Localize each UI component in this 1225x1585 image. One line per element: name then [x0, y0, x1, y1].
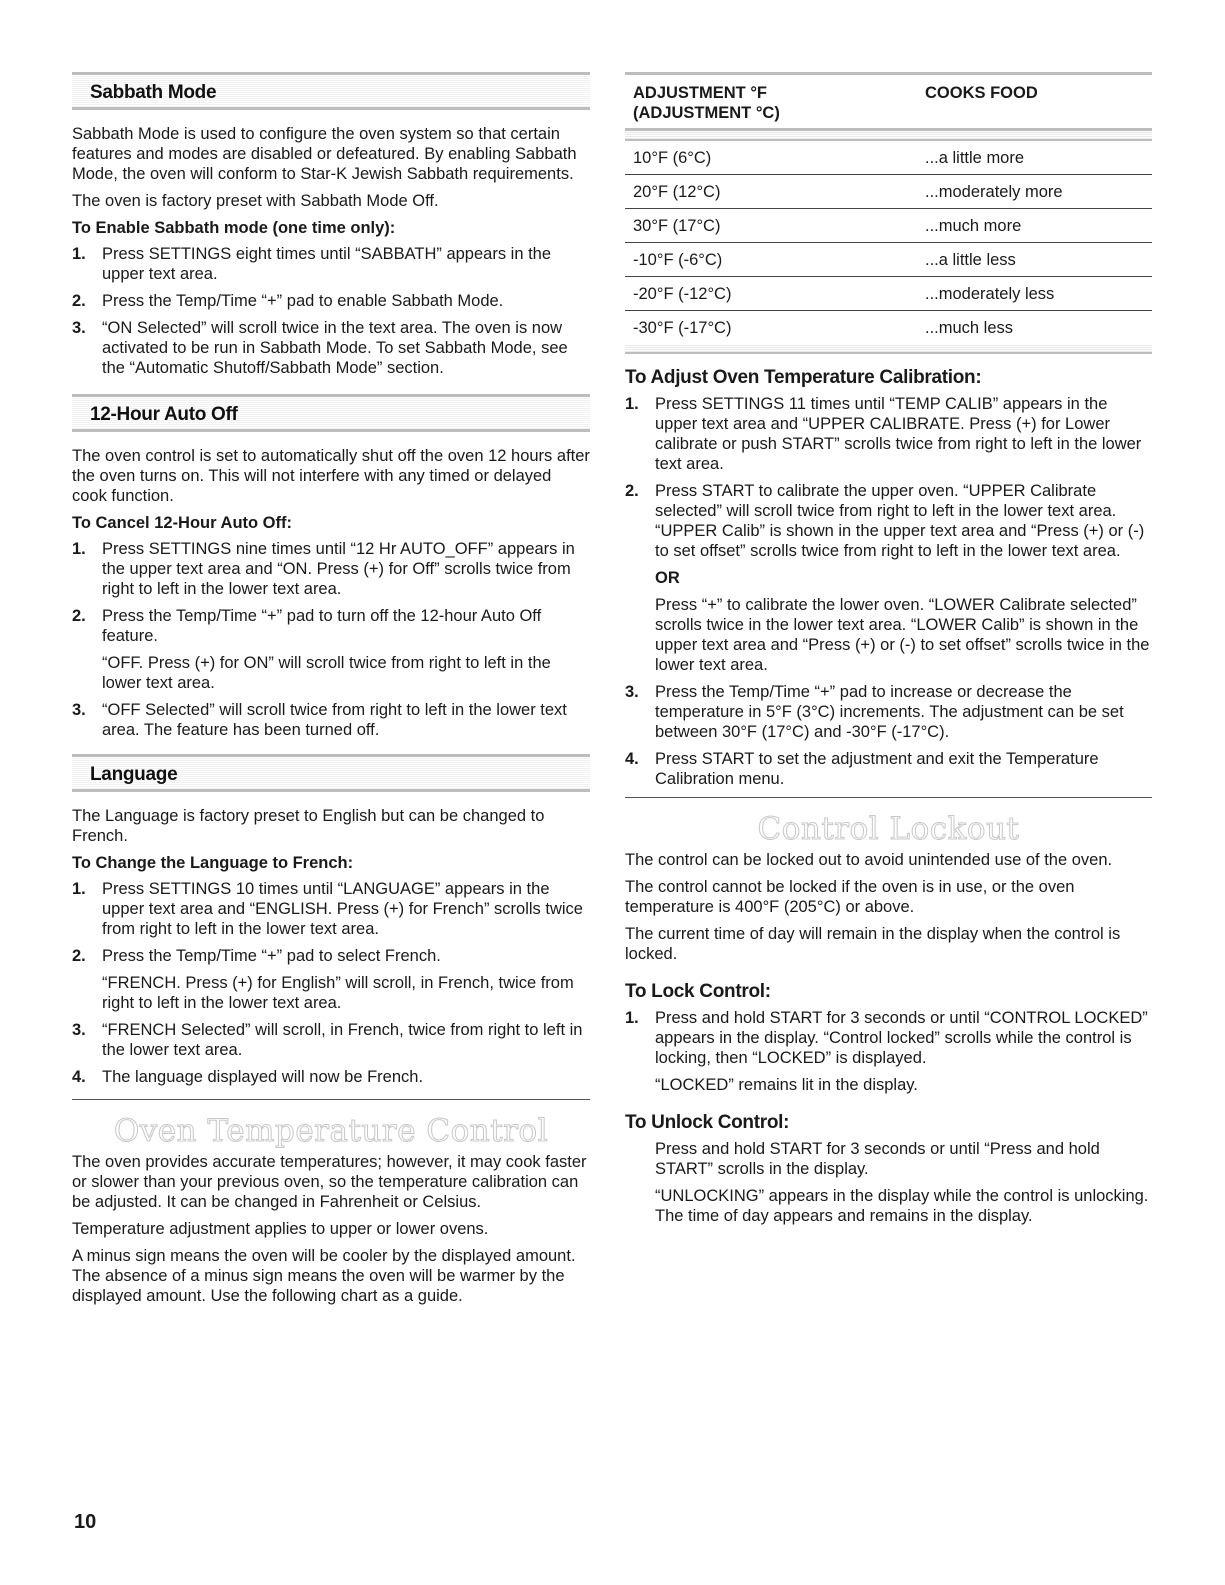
- lockout-paragraph-2: The control cannot be locked if the oven is in use, or the oven temperature is 400°F (205°C) or above.: [625, 878, 1075, 916]
- table-row: -30°F (-17°C) ...much less: [633, 319, 1014, 337]
- oven-temp-paragraph-2: Temperature adjustment applies to upper or lower ovens.: [72, 1220, 489, 1238]
- auto-off-step-2: 2. Press the Temp/Time “+” pad to turn off the 12-hour Auto Off feature. “OFF. Press (+) for ON” will scroll twice from right to left in the lower text area.: [72, 607, 551, 692]
- table-row: -10°F (-6°C) ...a little less: [625, 243, 1152, 277]
- page-number: 10: [74, 1511, 97, 1533]
- calibration-step-1: 1. Press SETTINGS 11 times until “TEMP CALIB” appears in the upper text area and “UPPER CALIBRATE. Press (+) for Lower calibrate or push START” scrolls twice from right to left in the lower text area.: [625, 395, 1142, 473]
- sabbath-subheading: To Enable Sabbath mode (one time only):: [72, 219, 396, 237]
- sabbath-step-2: 2. Press the Temp/Time “+” pad to enable Sabbath Mode.: [72, 292, 504, 310]
- language-title: Language: [90, 764, 178, 785]
- calibration-subheading: To Adjust Oven Temperature Calibration:: [625, 367, 982, 388]
- sabbath-mode-heading-bar: [72, 72, 590, 110]
- auto-off-subheading: To Cancel 12-Hour Auto Off:: [72, 514, 292, 532]
- auto-off-steps: [72, 539, 590, 740]
- table-row: 20°F (12°C) ...moderately more: [625, 175, 1152, 209]
- language-steps: [72, 879, 590, 1087]
- adjustment-table: [625, 72, 1152, 344]
- or-label: OR: [655, 569, 680, 587]
- lock-step-1: 1. Press and hold START for 3 seconds or until “CONTROL LOCKED” appears in the display. “Control locked” scrolls while the control is locking, then “LOCKED” is displayed. “LOCKED” remains lit in the display.: [625, 1009, 1148, 1094]
- unlock-control-subheading: To Unlock Control:: [625, 1112, 790, 1133]
- lockout-paragraph-3: The current time of day will remain in the display when the control is locked.: [625, 925, 1121, 963]
- language-step-2: 2. Press the Temp/Time “+” pad to select French. “FRENCH. Press (+) for English” will scroll, in French, twice from right to left in the lower text area.: [72, 947, 574, 1012]
- sabbath-mode-title: Sabbath Mode: [90, 82, 217, 103]
- auto-off-heading-bar: [72, 394, 590, 432]
- sabbath-step-1: 1. Press SETTINGS eight times until “SABBATH” appears in the upper text area.: [72, 245, 552, 283]
- auto-off-step-3: 3. “OFF Selected” will scroll twice from right to left in the lower text area. The feature has been turned off.: [72, 701, 567, 739]
- lock-steps: [625, 1008, 1152, 1095]
- sabbath-paragraph-2: The oven is factory preset with Sabbath Mode Off.: [72, 192, 439, 210]
- oven-temp-paragraph-1: The oven provides accurate temperatures; however, it may cook faster or slower than your previous oven, so the temperature calibration can be adjusted. It can be changed in Fahrenheit or Celsius.: [72, 1153, 587, 1211]
- language-step-1: 1. Press SETTINGS 10 times until “LANGUAGE” appears in the upper text area and “ENGLISH. Press (+) for French” scrolls twice from right to left in the lower text area.: [72, 880, 583, 938]
- left-column: [72, 72, 590, 1313]
- auto-off-step-1: 1. Press SETTINGS nine times until “12 Hr AUTO_OFF” appears in the upper text area and “ON. Press (+) for Off” scrolls twice from right to left in the lower text area.: [72, 540, 575, 598]
- right-column: [625, 72, 1152, 1233]
- section-divider: [72, 1099, 590, 1100]
- sabbath-steps: [72, 244, 590, 378]
- auto-off-paragraph: The oven control is set to automatically shut off the oven 12 hours after the oven turns on. This will not interfere with any timed or delayed cook function.: [72, 447, 590, 505]
- table-row: -20°F (-12°C) ...moderately less: [625, 277, 1152, 311]
- lock-control-subheading: To Lock Control:: [625, 981, 771, 1002]
- language-paragraph: The Language is factory preset to English but can be changed to French.: [72, 807, 545, 845]
- header-cooks-food: COOKS FOOD: [925, 84, 1038, 102]
- calibration-step-4: 4. Press START to set the adjustment and exit the Temperature Calibration menu.: [625, 750, 1099, 788]
- language-step-3: 3. “FRENCH Selected” will scroll, in French, twice from right to left in the lower text area.: [72, 1021, 583, 1059]
- oven-temp-control-title: Oven Temperature Control: [113, 1113, 549, 1149]
- lockout-paragraph-1: The control can be locked out to avoid unintended use of the oven.: [625, 851, 1113, 869]
- header-adjustment: ADJUSTMENT °F (ADJUSTMENT °C): [633, 84, 780, 122]
- calibration-step-2: 2. Press START to calibrate the upper oven. “UPPER Calibrate selected” will scroll twice from right to left in the lower text area. “UPPER Calib” is shown in the upper text area and “Press (+) or (-) to set offset” scrolls twice from right to left in the lower text area. OR Press “+” to calibrate the lower oven. “LOWER Calibrate selected” scrolls twice in the lower text area. “LOWER Calib” is shown in the upper text area and “Press (+) or (-) to set offset” scrolls twice in the lower text area.: [625, 481, 1152, 675]
- table-header-divider: [625, 131, 1152, 141]
- table-header-row: [625, 74, 1152, 130]
- table-row: 10°F (6°C) ...a little more: [625, 141, 1152, 175]
- calibration-step-3: 3. Press the Temp/Time “+” pad to increase or decrease the temperature in 5°F (3°C) increments. The adjustment can be set between 30°F (17°C) and -30°F (-17°C).: [625, 683, 1124, 741]
- auto-off-title: 12-Hour Auto Off: [90, 404, 238, 425]
- calibration-steps: [625, 394, 1152, 789]
- unlock-instructions: Press and hold START for 3 seconds or until “Press and hold START” scrolls in the display. “UNLOCKING” appears in the display while the control is unlocking. The time of day appears and remains in the display.: [655, 1140, 1149, 1225]
- control-lockout-title: Control Lockout: [757, 811, 1020, 847]
- table-row: 30°F (17°C) ...much more: [625, 209, 1152, 243]
- sabbath-step-3: 3. “ON Selected” will scroll twice in the text area. The oven is now activated to be run in Sabbath Mode. To set Sabbath Mode, see the “Automatic Shutoff/Sabbath Mode” section.: [72, 319, 568, 377]
- language-heading-bar: [72, 754, 590, 792]
- sabbath-paragraph-1: Sabbath Mode is used to configure the oven system so that certain features and modes are disabled or defeatured. By enabling Sabbath Mode, the oven will conform to Star-K Jewish Sabbath requirements.: [72, 125, 577, 183]
- oven-temp-paragraph-3: A minus sign means the oven will be cooler by the displayed amount. The absence of a minus sign means the oven will be warmer by the displayed amount. Use the following chart as a guide.: [72, 1247, 576, 1305]
- language-subheading: To Change the Language to French:: [72, 854, 354, 872]
- section-divider: [625, 797, 1152, 798]
- table-bottom-divider: [625, 344, 1152, 354]
- language-step-4: 4. The language displayed will now be French.: [72, 1068, 424, 1086]
